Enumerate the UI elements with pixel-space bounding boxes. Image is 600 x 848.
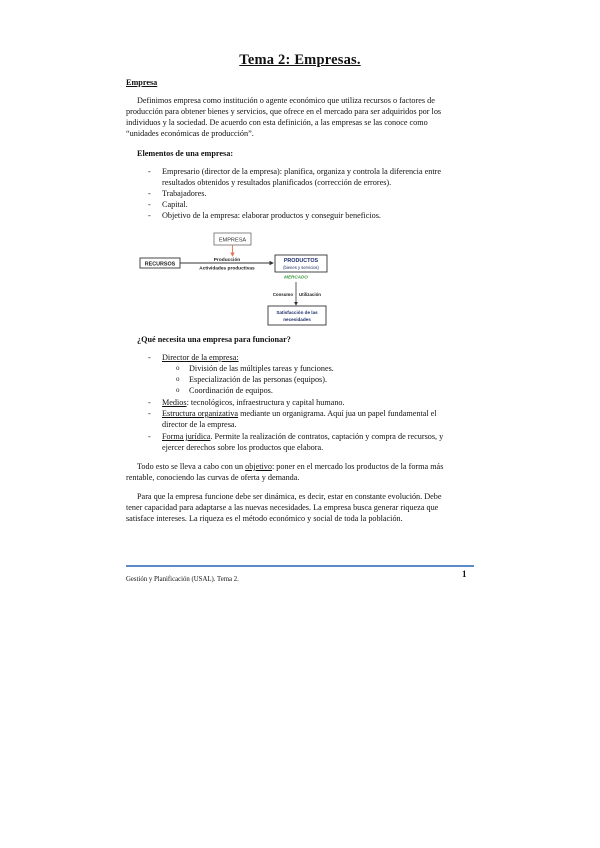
medios-term: Medios	[162, 398, 187, 407]
final-line: tener capacidad para adaptarse a las nuevas necesidades. La empresa busca generar riqueza que	[126, 503, 439, 512]
productos-sub-label: (bienes y servicios)	[283, 264, 319, 270]
list-bullet: -	[148, 409, 151, 418]
list-bullet: -	[148, 398, 151, 407]
list-bullet: -	[148, 211, 151, 220]
sub-item: Coordinación de equipos.	[189, 386, 273, 395]
intro-line: producción para obtener bienes y servicios, que ofrece en el mercado para ser adquiridos por los	[126, 107, 442, 116]
list-item: resultados obtenidos y resultados planificados (corrección de errores).	[162, 178, 392, 187]
estructura-item	[162, 408, 474, 419]
final-line: Para que la empresa funcione debe ser dinámica, es decir, estar en constante evolución. Debe	[137, 492, 442, 501]
productos-label: PRODUCTOS	[283, 258, 319, 265]
objetivo-line-2: rentable, conociendo las curvas de oferta y demanda.	[126, 473, 300, 482]
sub-item: Especialización de las personas (equipos).	[189, 375, 328, 384]
estructura-term: Estructura organizativa	[162, 409, 239, 418]
intro-line: Definimos empresa como institución o agente económico que utiliza recursos o factores de	[137, 96, 435, 105]
list-item: Capital.	[162, 200, 188, 209]
empresa-label: EMPRESA	[218, 237, 247, 244]
needs-heading: ¿Qué necesita una empresa para funcionar?	[137, 335, 291, 344]
medios-item	[162, 397, 345, 408]
list-bullet: -	[148, 432, 151, 441]
estructura-text: mediante un organigrama. Aquí jua un papel fundamental el	[238, 409, 437, 418]
forma-term: Forma jurídica	[162, 432, 211, 441]
objetivo-term: objetivo	[245, 462, 272, 471]
necesidades-label: necesidades	[283, 317, 311, 322]
medios-text: : tecnológicos, infraestructura y capital humano.	[186, 398, 345, 407]
forma-text: . Permite la realización de contratos, captación y compra de recursos, y	[210, 432, 444, 441]
list-item: Empresario (director de la empresa): planifica, organiza y controla la diferencia entre	[162, 167, 441, 176]
estructura-text-2: director de la empresa.	[162, 420, 237, 429]
list-bullet: -	[148, 189, 151, 198]
intro-line: “unidades económicas de producción”.	[126, 129, 254, 138]
produccion-label: Producción	[213, 258, 241, 263]
list-bullet: -	[148, 353, 151, 362]
elements-heading: Elementos de una empresa:	[137, 149, 234, 158]
utilizacion-label: Utilización	[299, 292, 321, 297]
director-item: Director de la empresa:	[162, 353, 239, 362]
final-line: satisface intereses. La riqueza es el método económico y social de toda la población.	[126, 514, 403, 523]
section-heading: Empresa	[126, 78, 158, 87]
objetivo-line	[137, 461, 474, 472]
intro-line: individuos y la sociedad. De acuerdo con esta definición, a las empresas se las conoce como	[126, 118, 428, 127]
forma-item	[162, 431, 474, 442]
sub-bullet: o	[176, 375, 180, 383]
sub-bullet: o	[176, 386, 180, 394]
footer-text: Gestión y Planificación (USAL). Tema 2.	[126, 576, 239, 583]
list-bullet: -	[148, 200, 151, 209]
page-title: Tema 2: Empresas.	[239, 52, 361, 68]
consumo-label: Consumo	[272, 292, 293, 297]
sub-item: División de las múltiples tareas y funciones.	[189, 364, 334, 373]
objetivo-pre: Todo esto se lleva a cabo con un	[137, 462, 246, 471]
list-bullet: -	[148, 167, 151, 176]
objetivo-post: : poner en el mercado los productos de la forma más	[271, 462, 444, 471]
page-number: 1	[462, 569, 467, 579]
sub-bullet: o	[176, 364, 180, 372]
actividades-label: Actividades productivas	[199, 266, 255, 272]
satisfaccion-box	[268, 306, 326, 325]
recursos-label: RECURSOS	[144, 261, 176, 268]
mercado-label: MERCADO	[284, 274, 308, 280]
list-item: Trabajadores.	[162, 189, 207, 198]
footer-rule	[126, 565, 474, 567]
satisfaccion-label: Satisfacción de las	[276, 310, 318, 315]
company-diagram	[138, 230, 338, 330]
list-item: Objetivo de la empresa: elaborar productos y conseguir beneficios.	[162, 211, 381, 220]
forma-text-2: ejercer derechos sobre los productos que elabora.	[162, 443, 324, 452]
